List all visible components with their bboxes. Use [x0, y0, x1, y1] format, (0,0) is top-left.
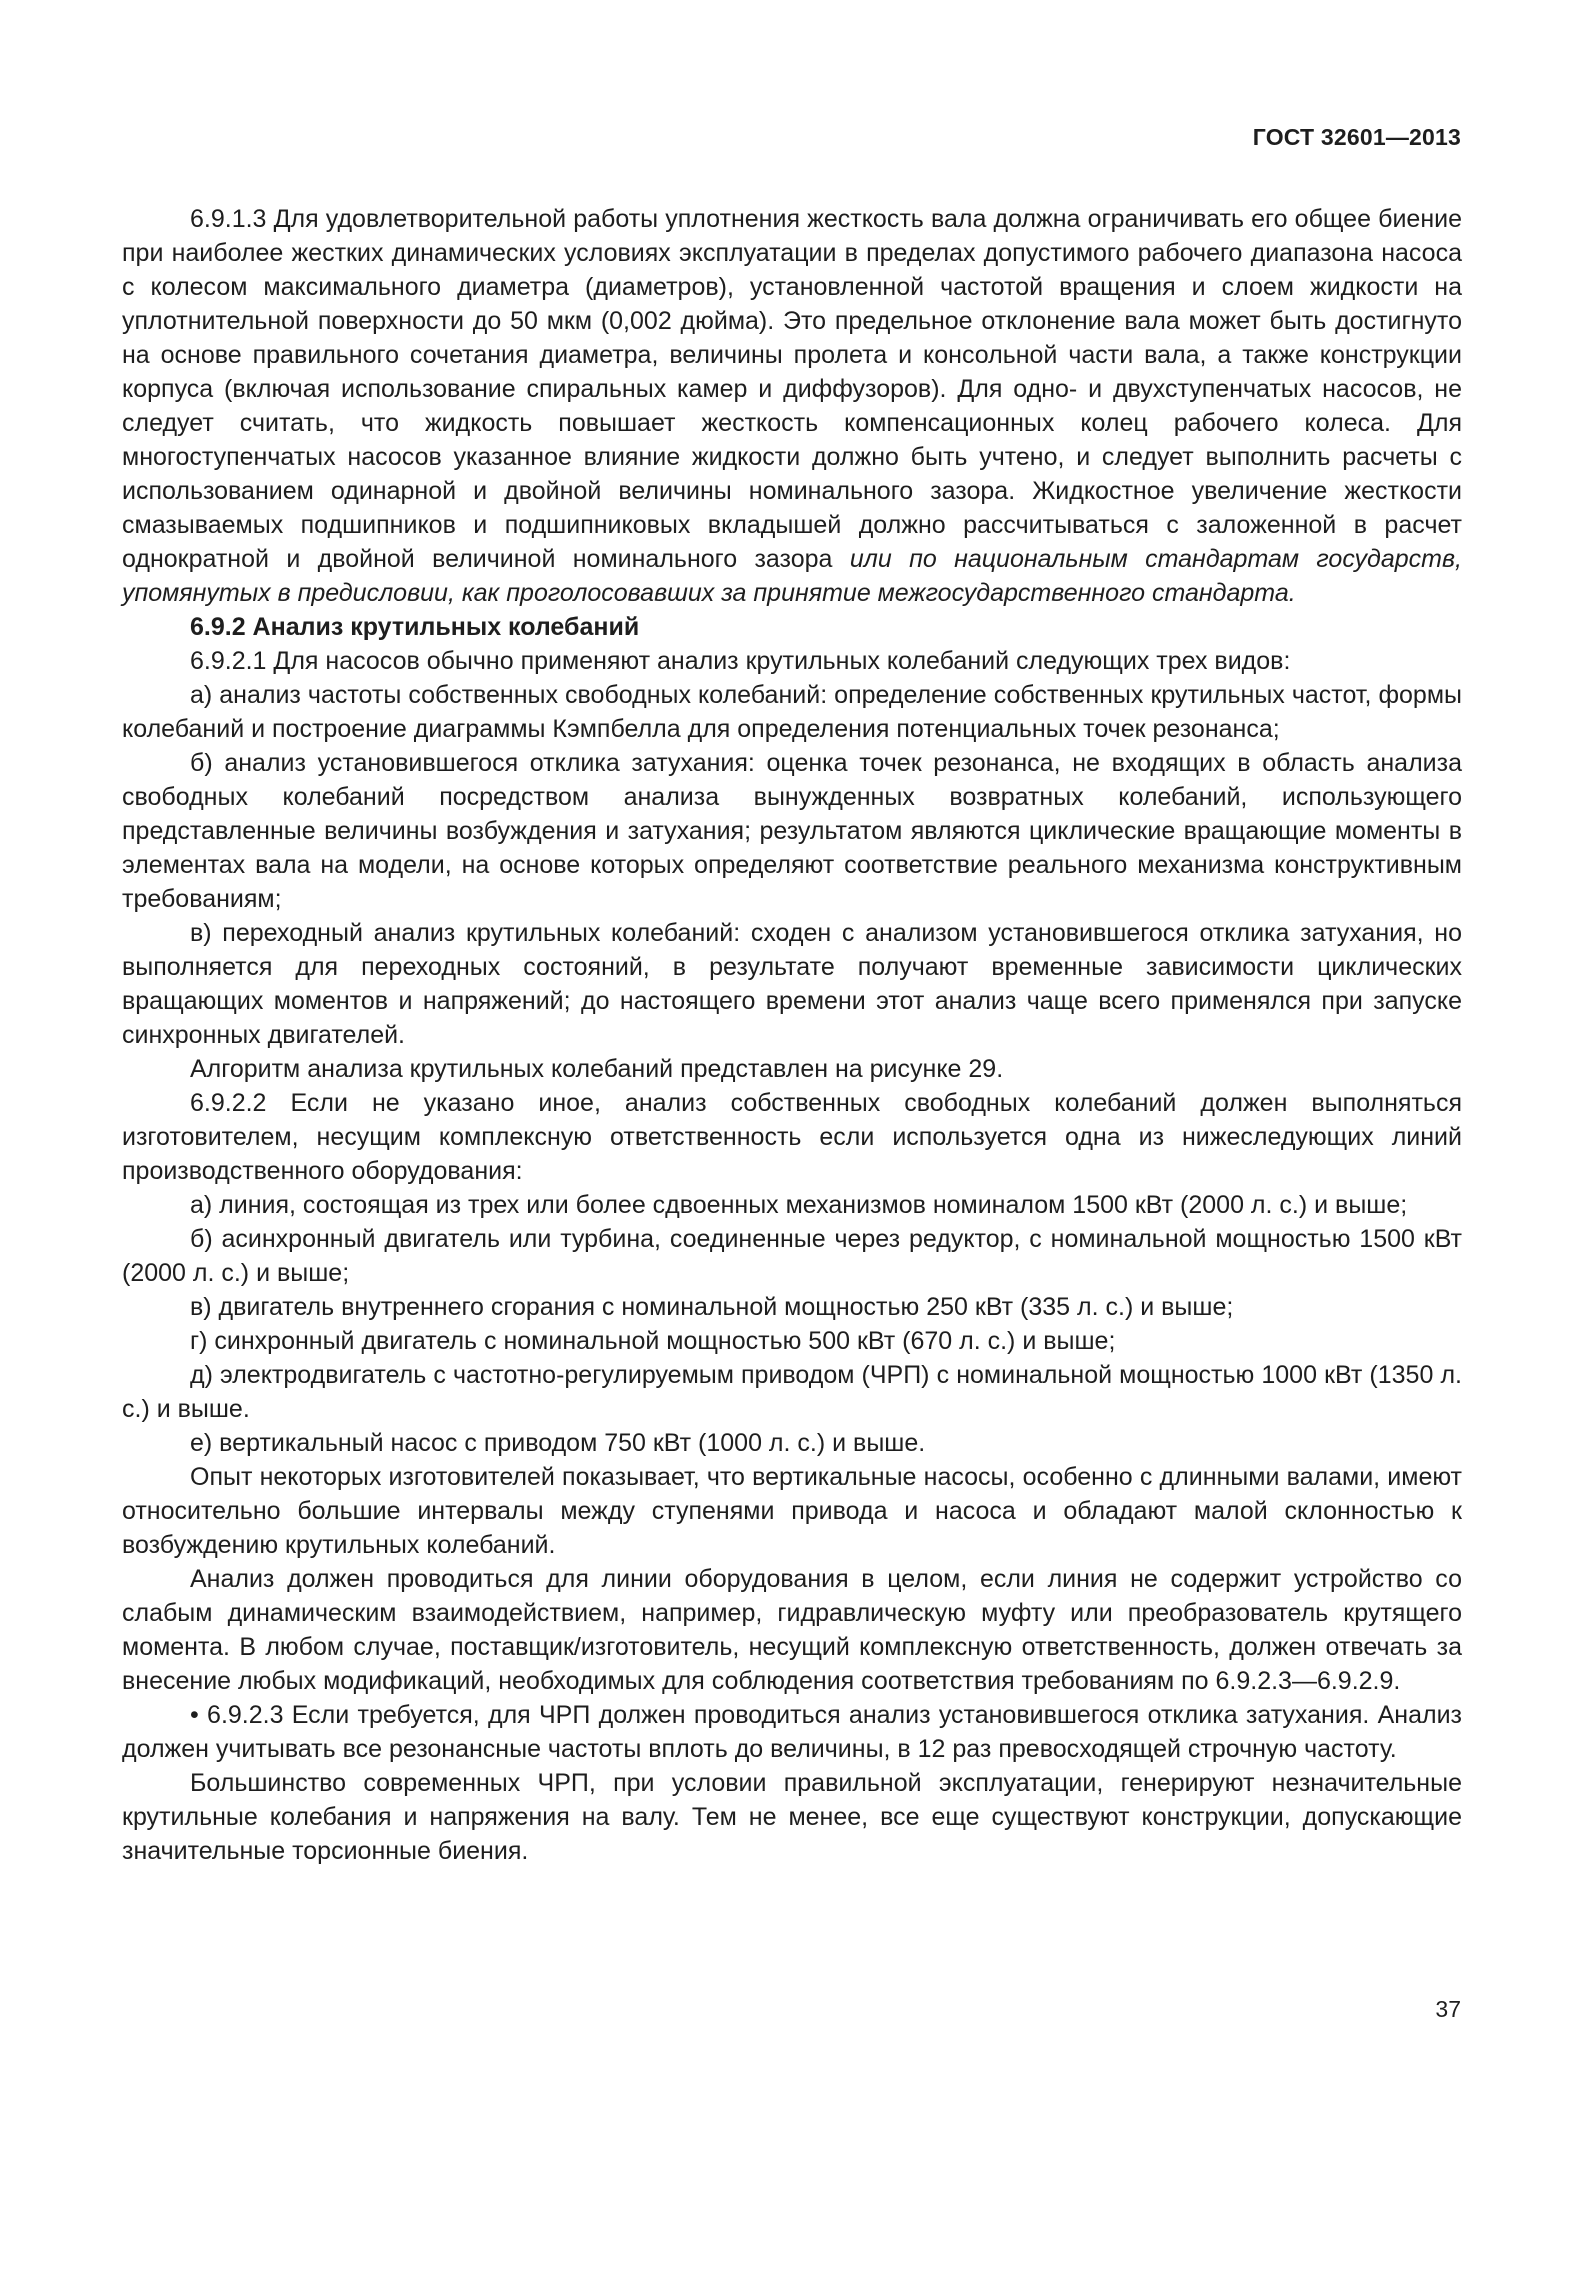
paragraph: Большинство современных ЧРП, при условии правильной эксплуатации, генерируют незначительные крутильные колебания и напряжения на валу. Тем не менее, все еще существуют конструкции, допускающие значительные торсионные биения. — [122, 1769, 1462, 1865]
paragraph: 6.9.2.2 Если не указано иное, анализ собственных свободных колебаний должен выполняться изготовителем, несущим комплексную ответственность если используется одна из нижеследующих линий производственного оборудования: — [122, 1089, 1462, 1185]
list-item: а) линия, состоящая из трех или более сдвоенных механизмов номиналом 1500 кВт (2000 л. с.) и выше; — [190, 1191, 1408, 1219]
list-item: б) асинхронный двигатель или турбина, соединенные через редуктор, с номинальной мощностью 1500 кВт (2000 л. с.) и выше; — [122, 1225, 1462, 1287]
list-item: в) двигатель внутреннего сгорания с номинальной мощностью 250 кВт (335 л. с.) и выше; — [190, 1293, 1234, 1321]
paragraph: Анализ должен проводиться для линии оборудования в целом, если линия не содержит устройство со слабым динамическим взаимодействием, например, гидравлическую муфту или преобразователь крутящего момента. В любом случае, поставщик/изготовитель, несущий комплексную ответственность, должен отвечать за внесение любых модификаций, необходимых для соблюдения соответствия требованиям по 6.9.2.3—6.9.2.9. — [122, 1565, 1462, 1695]
section-heading-6-9-2: 6.9.2 Анализ крутильных колебаний — [190, 613, 640, 641]
paragraph: Алгоритм анализа крутильных колебаний представлен на рисунке 29. — [190, 1055, 1004, 1083]
list-item: а) анализ частоты собственных свободных колебаний: определение собственных крутильных частот, формы колебаний и построение диаграммы Кэмпбелла для определения потенциальных точек резонанса; — [122, 681, 1462, 743]
paragraph: • 6.9.2.3 Если требуется, для ЧРП должен проводиться анализ установившегося отклика затухания. Анализ должен учитывать все резонансные частоты вплоть до величины, в 12 раз превосходящей строчную частоту. — [122, 1701, 1462, 1763]
list-item: г) синхронный двигатель с номинальной мощностью 500 кВт (670 л. с.) и выше; — [190, 1327, 1116, 1355]
list-item: в) переходный анализ крутильных колебаний: сходен с анализом установившегося отклика затухания, но выполняется для переходных состояний, в результате получают временные зависимости циклических вращающих моментов и напряжений; до настоящего времени этот анализ чаще всего применялся при запуске синхронных двигателей. — [122, 919, 1462, 1049]
paragraph: Опыт некоторых изготовителей показывает, что вертикальные насосы, особенно с длинными валами, имеют относительно большие интервалы между ступенями привода и насоса и обладают малой склонностью к возбуждению крутильных колебаний. — [122, 1463, 1462, 1559]
italic-note: или по национальным стандартам государств, упомянутых в предисловии, как проголосовавших за принятие межгосударственного стандарта. — [122, 545, 1462, 607]
list-item: д) электродвигатель с частотно-регулируемым приводом (ЧРП) с номинальной мощностью 1000 кВт (1350 л. с.) и выше. — [122, 1361, 1462, 1423]
document-body — [122, 202, 1462, 1868]
document-header: ГОСТ 32601—2013 — [1252, 124, 1461, 150]
paragraph-6-9-1-3: 6.9.1.3 Для удовлетворительной работы уплотнения жесткость вала должна ограничивать его общее биение при наиболее жестких динамических условиях эксплуатации в пределах допустимого рабочего диапазона насоса с колесом максимального диаметра (диаметров), установленной частотой вращения и слоем жидкости на уплотнительной поверхности до 50 мкм (0,002 дюйма). Это предельное отклонение вала может быть достигнуто на основе правильного сочетания диаметра, величины пролета и консольной части вала, а также конструкции корпуса (включая использование спиральных камер и диффузоров). Для одно- и двухступенчатых насосов, не следует считать, что жидкость повышает жесткость компенсационных колец рабочего колеса. Для многоступенчатых насосов указанное влияние жидкости должно быть учтено, и следует выполнить расчеты с использованием одинарной и двойной величины номинального зазора. Жидкостное увеличение жесткости смазываемых подшипников и подшипниковых вкладышей должно рассчитываться с заложенной в расчет однократной и двойной величиной номинального зазора или по национальным стандартам государств, упомянутых в предисловии, как проголосовавших за принятие межгосударственного стандарта. — [122, 205, 1462, 607]
list-item: е) вертикальный насос с приводом 750 кВт (1000 л. с.) и выше. — [190, 1429, 926, 1457]
list-item: б) анализ установившегося отклика затухания: оценка точек резонанса, не входящих в область анализа свободных колебаний посредством анализа вынужденных возвратных колебаний, использующего представленные величины возбуждения и затухания; результатом являются циклические вращающие моменты в элементах вала на модели, на основе которых определяют соответствие реального механизма конструктивным требованиям; — [122, 749, 1462, 913]
page-number: 37 — [1435, 1996, 1461, 2022]
paragraph: 6.9.2.1 Для насосов обычно применяют анализ крутильных колебаний следующих трех видов: — [190, 647, 1291, 675]
